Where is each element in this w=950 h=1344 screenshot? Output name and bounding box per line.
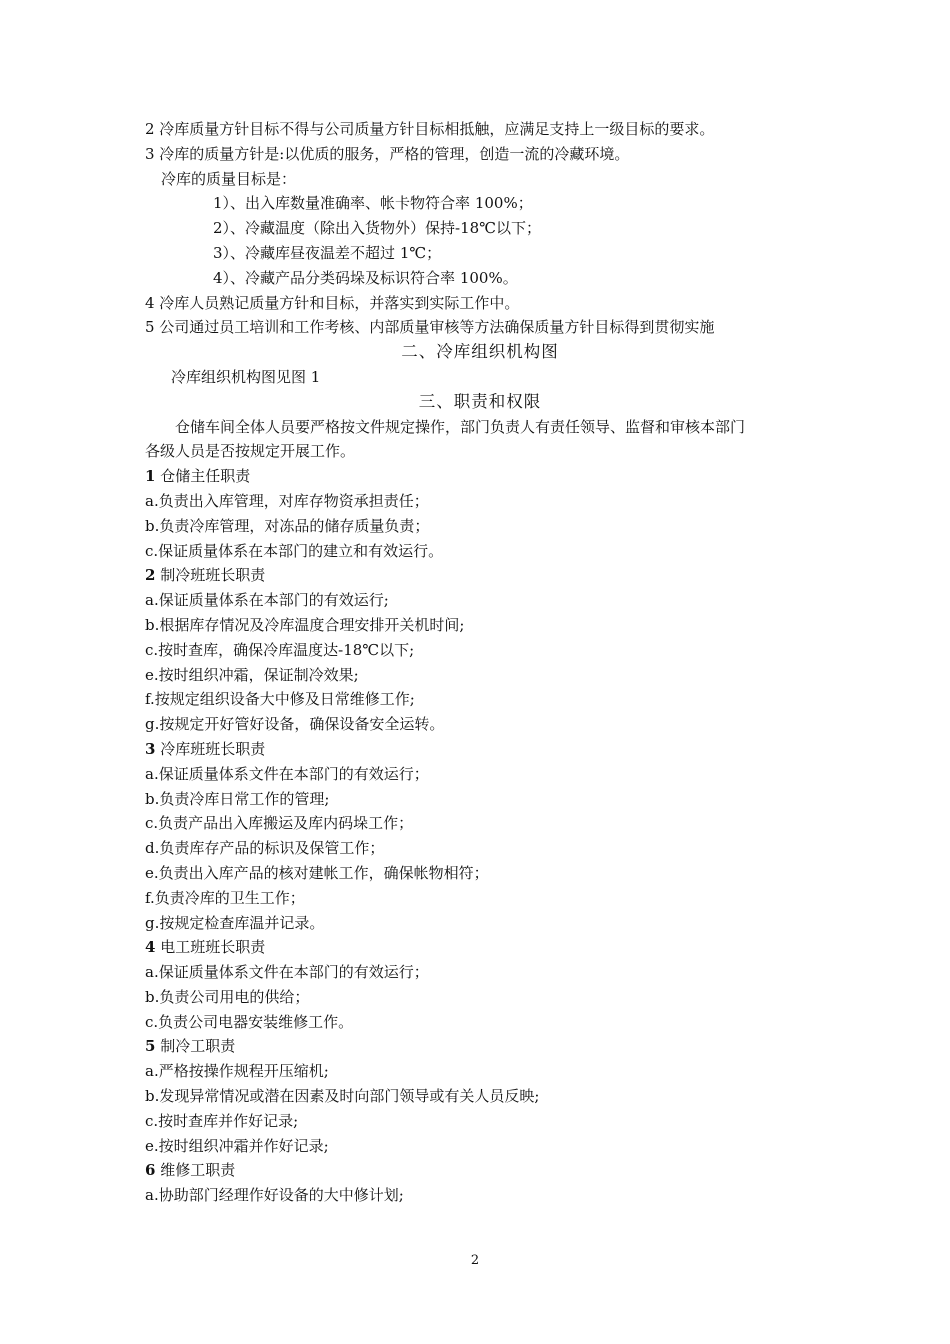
- item-5: 5 公司通过员工培训和工作考核、内部质量审核等方法确保质量方针目标得到贯彻实施: [145, 318, 715, 337]
- section-3-intro-line2: 各级人员是否按规定开展工作。: [145, 442, 356, 461]
- section-3-intro-line1: 仓储车间全体人员要严格按文件规定操作，部门负责人有责任领导、监督和审核本部门: [175, 417, 746, 436]
- duty: a.协助部门经理作好设备的大中修计划;: [145, 1186, 404, 1205]
- duty: f.按规定组织设备大中修及日常维修工作;: [145, 690, 415, 709]
- section-3-heading: 三、职责和权限: [418, 391, 542, 411]
- duty: c.负责产品出入库搬运及库内码垛工作；: [145, 814, 414, 833]
- section-2-heading: 二、冷库组织机构图: [401, 342, 559, 362]
- duty: b.负责冷库日常工作的管理;: [145, 789, 330, 808]
- role-number: 6: [145, 1161, 156, 1180]
- role-title: 电工班班长职责: [155, 938, 266, 957]
- duty: g.按规定开好管好设备，确保设备安全运转。: [145, 715, 445, 734]
- role-title: 维修工职责: [160, 1161, 236, 1180]
- document-body: [145, 117, 815, 1208]
- role-number: 2: [145, 566, 156, 585]
- role-number: 1: [145, 467, 156, 486]
- duty: a.保证质量体系文件在本部门的有效运行；: [145, 764, 429, 783]
- duty: f.负责冷库的卫生工作；: [145, 888, 305, 907]
- item-4: 4 冷库人员熟记质量方针和目标，并落实到实际工作中。: [145, 293, 520, 312]
- role-title: 制冷工职责: [160, 1037, 236, 1056]
- duty: e.负责出入库产品的核对建帐工作，确保帐物相符；: [145, 863, 489, 882]
- goals-intro: 冷库的质量目标是：: [161, 169, 297, 188]
- duty: d.负责库存产品的标识及保管工作；: [145, 839, 385, 858]
- role-3-heading: [145, 737, 815, 762]
- duty: e.按时组织冲霜并作好记录;: [145, 1136, 329, 1155]
- duty: a.负责出入库管理，对库存物资承担责任；: [145, 491, 429, 510]
- section-2-text: 冷库组织机构图见图 1: [171, 367, 321, 386]
- duty: a.保证质量体系文件在本部门的有效运行；: [145, 963, 429, 982]
- duty: e.按时组织冲霜，保证制冷效果;: [145, 665, 359, 684]
- duty: g.按规定检查库温并记录。: [145, 913, 325, 932]
- goal-4: 4）、冷藏产品分类码垛及标识符合率 100%。: [213, 268, 518, 287]
- role-title: 冷库班班长职责: [160, 739, 266, 758]
- duty: b.负责公司用电的供给；: [145, 987, 310, 1006]
- duty: c.按时查库，确保冷库温度达-18℃以下;: [145, 640, 415, 659]
- duty: c.保证质量体系在本部门的建立和有效运行。: [145, 541, 444, 560]
- goal-1: 1）、出入库数量准确率、帐卡物符合率 100%；: [213, 194, 533, 213]
- item-2: 2 冷库质量方针目标不得与公司质量方针目标相抵触，应满足支持上一级目标的要求。: [145, 120, 715, 138]
- duty: b.根据库存情况及冷库温度合理安排开关机时间;: [145, 615, 465, 634]
- role-title: 制冷班班长职责: [160, 566, 266, 585]
- role-number: 4: [145, 938, 156, 957]
- duty: c.负责公司电器安装维修工作。: [145, 1012, 354, 1031]
- role-4-heading: [145, 935, 815, 960]
- role-1-heading: [145, 464, 815, 489]
- role-title: 仓储主任职责: [160, 467, 251, 486]
- duty: a.保证质量体系在本部门的有效运行;: [145, 591, 389, 610]
- duty: b.发现异常情况或潜在因素及时向部门领导或有关人员反映;: [145, 1087, 540, 1106]
- role-2-heading: [145, 563, 815, 588]
- duty: a.严格按操作规程开压缩机;: [145, 1062, 329, 1081]
- role-number: 3: [145, 739, 156, 758]
- goal-2: 2）、冷藏温度（除出入货物外）保持-18℃以下；: [213, 219, 541, 238]
- duty: b.负责冷库管理，对冻品的储存质量负责；: [145, 516, 430, 535]
- goal-3: 3）、冷藏库昼夜温差不超过 1℃；: [213, 243, 442, 262]
- role-5-heading: [145, 1034, 815, 1059]
- role-number: 5: [145, 1037, 156, 1056]
- duty: c.按时查库并作好记录;: [145, 1111, 299, 1130]
- item-3: 3 冷库的质量方针是:以优质的服务，严格的管理，创造一流的冷藏环境。: [145, 144, 630, 163]
- page-number: 2: [470, 1253, 480, 1268]
- role-6-heading: [145, 1158, 815, 1183]
